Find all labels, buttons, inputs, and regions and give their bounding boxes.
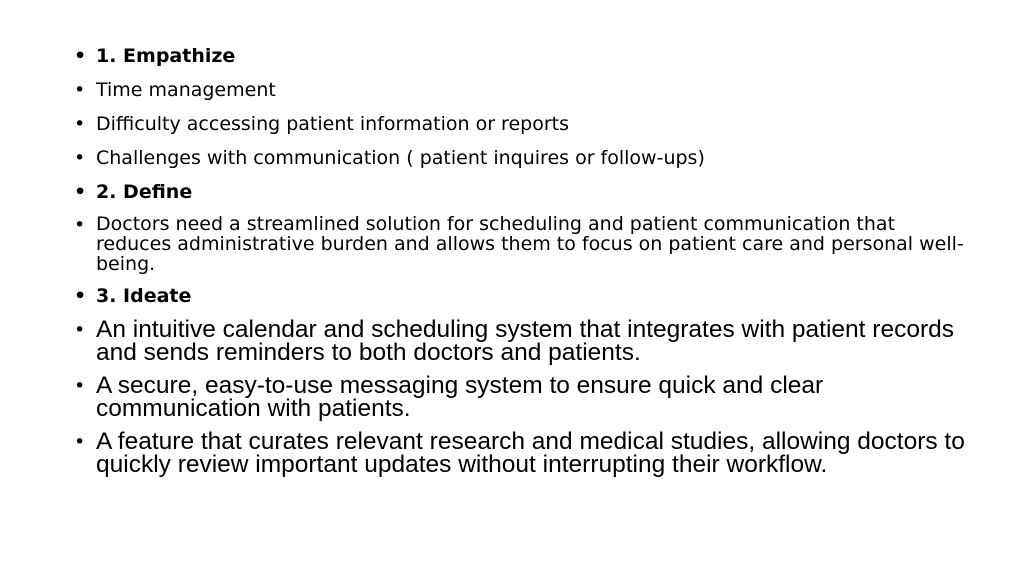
item-text: Difficulty accessing patient information or reports [96,113,569,135]
item-text: 1. Empathize [96,45,236,67]
bullet-icon: • [74,147,86,169]
list-item [72,146,972,170]
list-item [72,112,972,136]
list-item [72,374,972,420]
list-item [72,78,972,102]
item-text: 3. Ideate [96,285,192,307]
item-text: Challenges with communication ( patient inquires or follow-ups) [96,147,705,169]
bullet-list [72,44,972,486]
bullet-icon: • [74,214,86,236]
bullet-icon: • [74,319,86,341]
heading-define [72,180,972,204]
heading-empathize [72,44,972,68]
bullet-icon: • [74,45,87,67]
bullet-icon: • [74,375,86,397]
bullet-icon: • [74,181,87,203]
item-text: Time management [96,79,276,101]
item-text: A feature that curates relevant research and medical studies, allowing doctors to quickly review important updates without interrupting their workflow. [96,428,965,478]
bullet-icon: • [74,79,86,101]
list-item [72,214,972,274]
item-text: An intuitive calendar and scheduling system that integrates with patient records and sends reminders to both doctors and patients. [96,316,954,366]
item-text: A secure, easy-to-use messaging system to ensure quick and clear communication with patients. [96,372,824,422]
item-text: Doctors need a streamlined solution for scheduling and patient communication that reduces administrative burden and allows them to focus on patient care and personal well-being. [96,213,964,275]
list-item [72,318,972,364]
bullet-icon: • [74,431,86,453]
item-text: 2. Define [96,181,193,203]
heading-ideate [72,284,972,308]
bullet-icon: • [74,285,87,307]
list-item [72,430,972,476]
bullet-icon: • [74,113,86,135]
